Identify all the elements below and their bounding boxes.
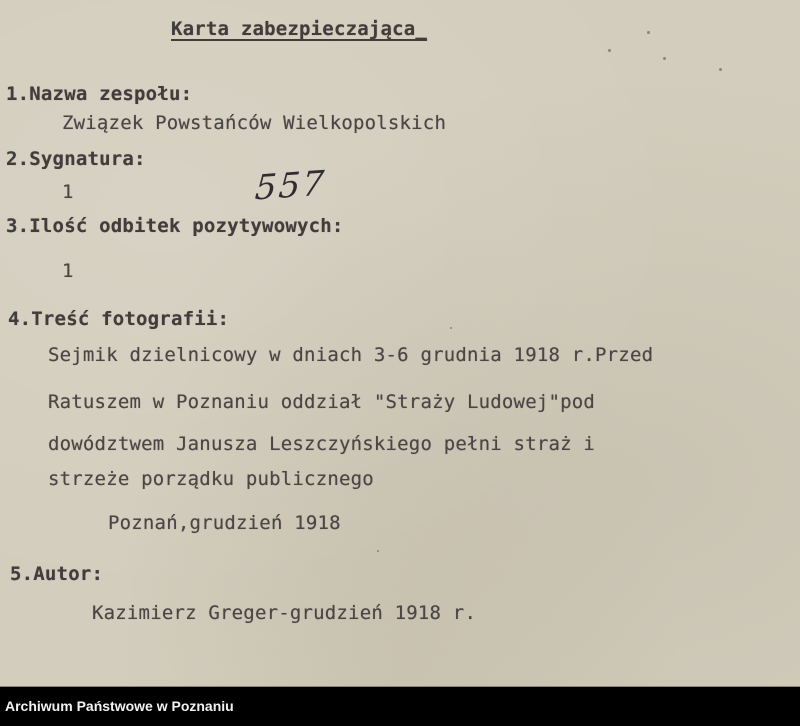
section-4-place-date: Poznań,grudzień 1918 [108,512,341,534]
archive-caption: Archiwum Państwowe w Poznaniu [5,698,234,714]
section-5-value: Kazimierz Greger-grudzień 1918 r. [92,602,477,624]
section-1-label: 1.Nazwa zespołu: [6,83,193,105]
section-4-line-2: Ratuszem w Poznaniu oddział "Straży Ludowej"pod [48,391,596,413]
paper-speck [608,49,611,52]
paper-speck [377,550,379,552]
paper-speck [647,31,650,34]
section-3-label: 3.Ilość odbitek pozytywowych: [6,215,344,237]
paper-speck [663,57,666,60]
section-2-value: 1 [62,181,74,203]
section-4-line-3: dowództwem Janusza Leszczyńskiego pełni straż i [48,433,596,455]
paper-speck [719,68,722,71]
section-4-label: 4.Treść fotografii: [8,308,230,330]
section-3-value: 1 [62,260,74,282]
section-5-label: 5.Autor: [10,563,104,585]
section-2-label: 2.Sygnatura: [6,148,146,170]
handwritten-signature-number: 557 [253,163,328,209]
footer-bar [0,686,800,726]
document-title: Karta zabezpieczająca _ [171,18,427,40]
section-4-line-1: Sejmik dzielnicowy w dniach 3-6 grudnia 1918 r.Przed [48,344,654,366]
section-4-line-4: strzeże porządku publicznego [48,468,374,490]
paper-speck [450,327,452,329]
section-1-value: Związek Powstańców Wielkopolskich [62,112,447,134]
